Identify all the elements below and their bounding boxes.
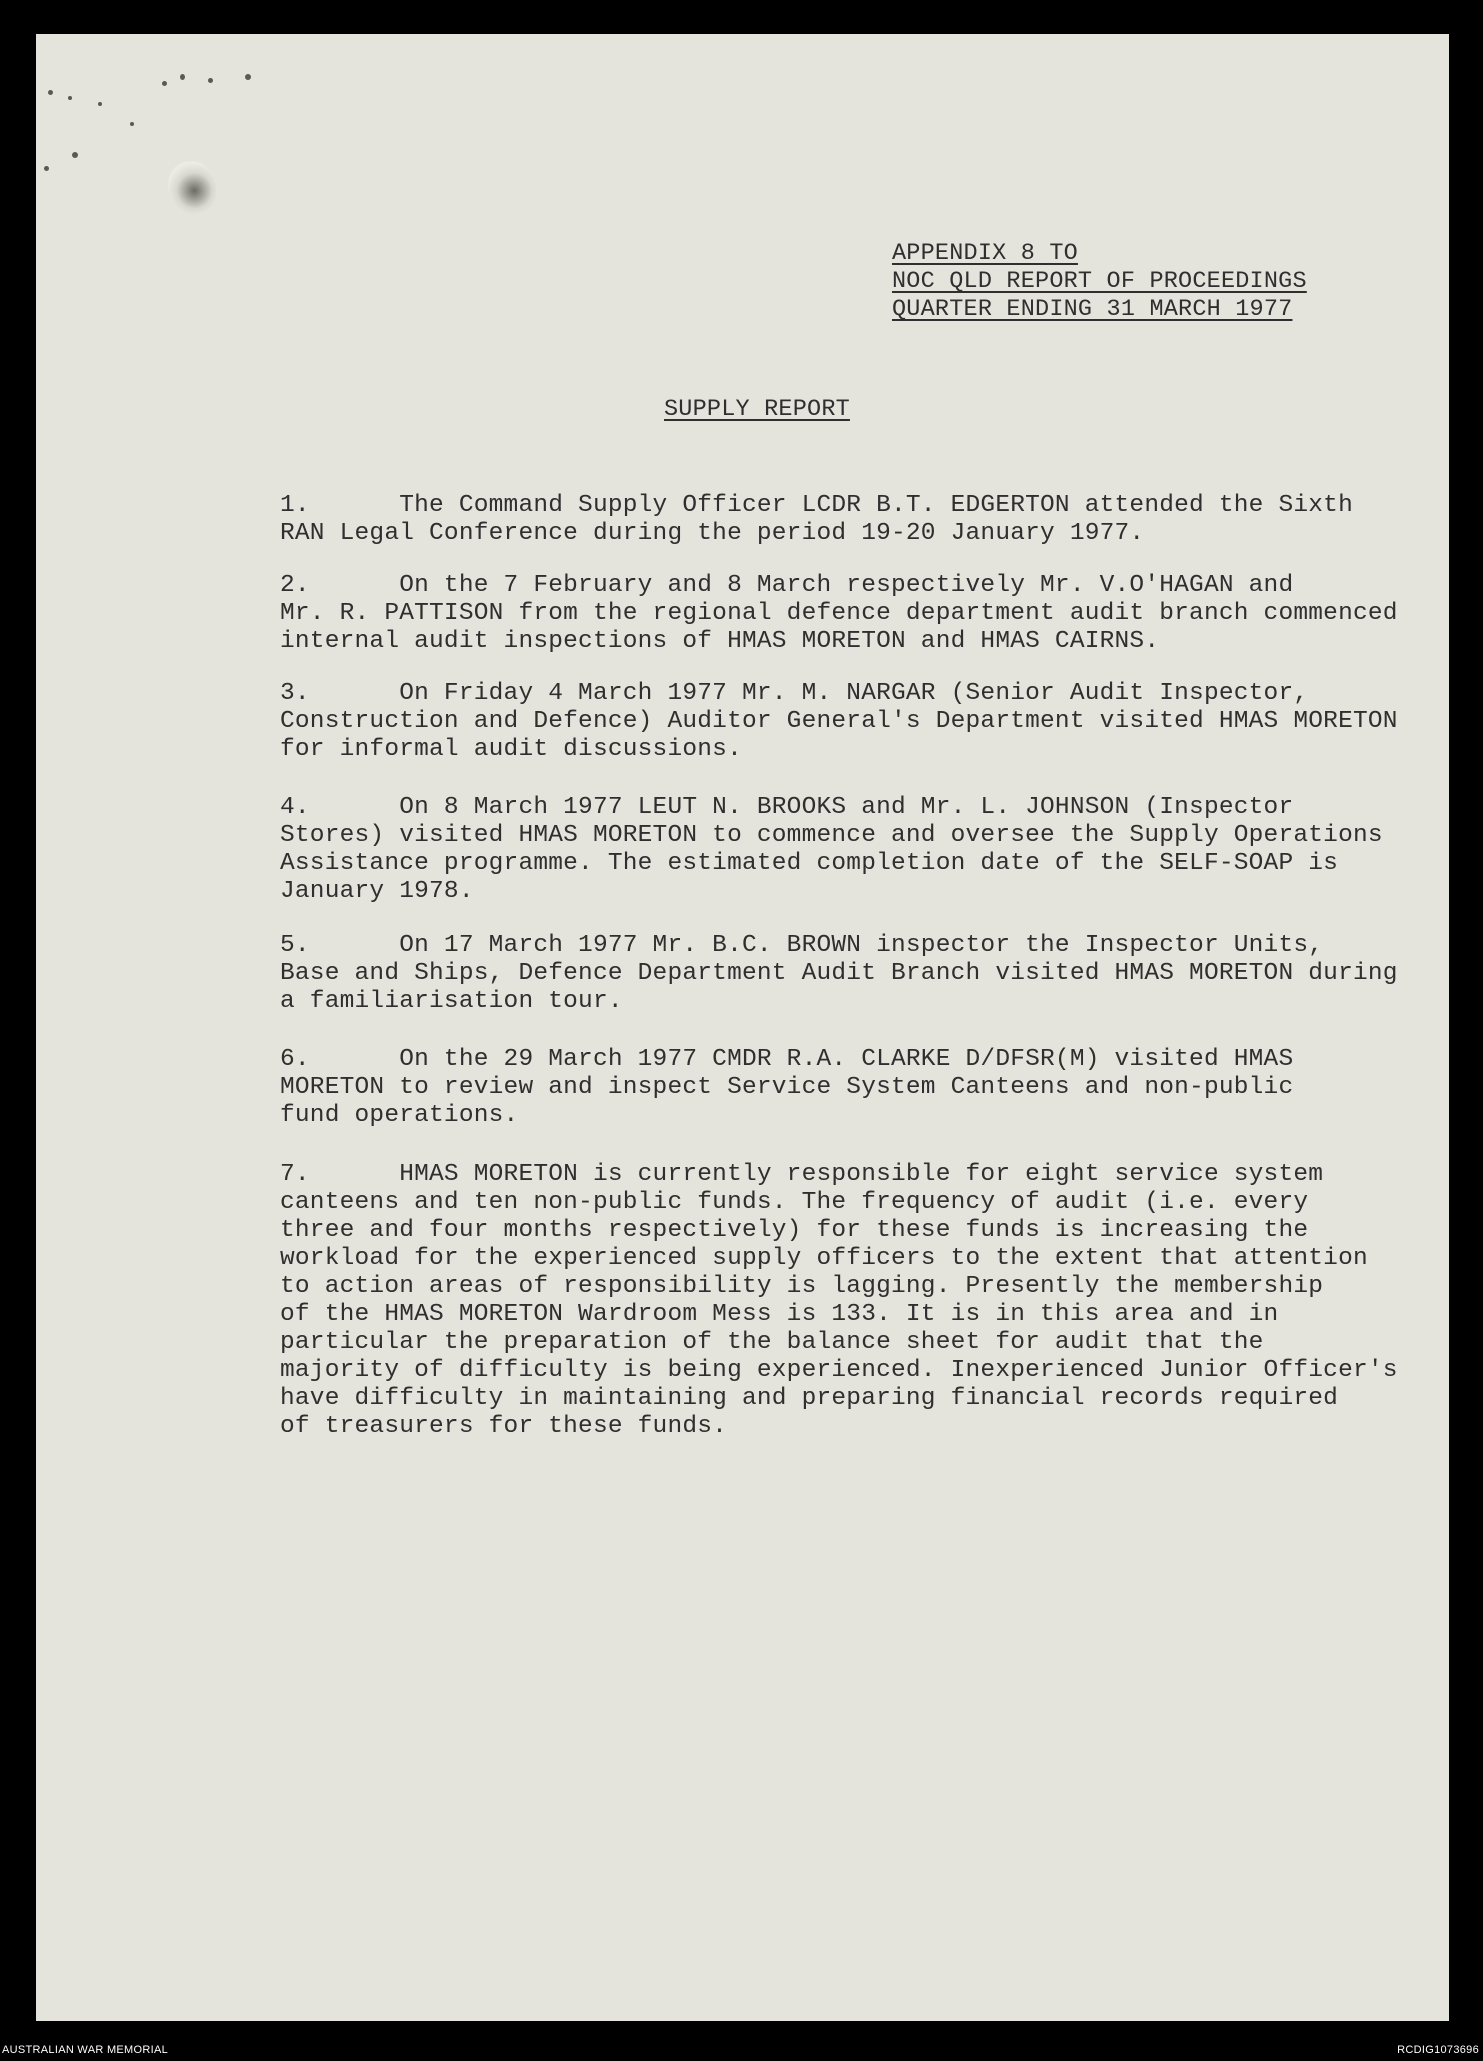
paragraph-line: 2. On the 7 February and 8 March respectively Mr. V.O'HAGAN and (280, 572, 1294, 599)
paragraph-line: three and four months respectively) for these funds is increasing the (280, 1217, 1309, 1244)
punch-hole-mark (168, 161, 216, 215)
paragraph-line: 5. On 17 March 1977 Mr. B.C. BROWN inspector the Inspector Units, (280, 932, 1324, 959)
header-line: QUARTER ENDING 31 MARCH 1977 (892, 296, 1293, 323)
paragraph-line: particular the preparation of the balance sheet for audit that the (280, 1329, 1264, 1356)
paragraph-line: 6. On the 29 March 1977 CMDR R.A. CLARKE D/DFSR(M) visited HMAS (280, 1046, 1294, 1073)
paragraph-line: 3. On Friday 4 March 1977 Mr. M. NARGAR (Senior Audit Inspector, (280, 680, 1309, 707)
paragraph-line: Mr. R. PATTISON from the regional defence department audit branch commenced (280, 600, 1398, 627)
footer-archive-label: AUSTRALIAN WAR MEMORIAL (2, 2044, 169, 2056)
paragraph-line: Base and Ships, Defence Department Audit Branch visited HMAS MORETON during (280, 960, 1398, 987)
paragraph-line: MORETON to review and inspect Service System Canteens and non-public (280, 1074, 1294, 1101)
report-title: SUPPLY REPORT (664, 396, 850, 423)
paragraph-line: RAN Legal Conference during the period 19-20 January 1977. (280, 520, 1145, 547)
paragraph-1 (280, 492, 1390, 548)
paragraph-line: of treasurers for these funds. (280, 1413, 728, 1440)
pin-hole-mark (130, 122, 134, 126)
paragraph-line: of the HMAS MORETON Wardroom Mess is 133. It is in this area and in (280, 1301, 1279, 1328)
paragraph-5 (280, 932, 1398, 1016)
paragraph-7 (280, 1161, 1398, 1441)
paragraph-line: 1. The Command Supply Officer LCDR B.T. EDGERTON attended the Sixth (280, 492, 1353, 519)
footer-record-id: RCDIG1073696 (1397, 2044, 1479, 2056)
pin-hole-mark (162, 81, 167, 86)
pin-hole-mark (98, 102, 102, 106)
paragraph-line: Construction and Defence) Auditor General's Department visited HMAS MORETON (280, 708, 1398, 735)
paragraph-line: 4. On 8 March 1977 LEUT N. BROOKS and Mr. L. JOHNSON (Inspector (280, 794, 1294, 821)
pin-hole-mark (245, 74, 251, 80)
pin-hole-mark (68, 96, 72, 100)
paragraph-line: workload for the experienced supply officers to the extent that attention (280, 1245, 1368, 1272)
paragraph-line: fund operations. (280, 1102, 519, 1129)
pin-hole-mark (208, 78, 213, 83)
paragraph-line: 7. HMAS MORETON is currently responsible for eight service system (280, 1161, 1324, 1188)
pin-hole-mark (72, 152, 78, 158)
appendix-header (892, 240, 1307, 324)
paragraph-6 (280, 1046, 1390, 1130)
paragraph-3 (280, 680, 1398, 764)
paragraph-2 (280, 572, 1398, 656)
pin-hole-mark (48, 90, 53, 95)
paragraph-line: internal audit inspections of HMAS MORETON and HMAS CAIRNS. (280, 628, 1160, 655)
pin-hole-mark (180, 74, 185, 80)
paragraph-line: Assistance programme. The estimated completion date of the SELF-SOAP is (280, 850, 1339, 877)
paragraph-4 (280, 794, 1390, 906)
header-line: APPENDIX 8 TO (892, 240, 1078, 267)
paragraph-line: for informal audit discussions. (280, 736, 742, 763)
paragraph-line: canteens and ten non-public funds. The frequency of audit (i.e. every (280, 1189, 1309, 1216)
paragraph-line: majority of difficulty is being experienced. Inexperienced Junior Officer's (280, 1357, 1398, 1384)
paragraph-line: Stores) visited HMAS MORETON to commence and oversee the Supply Operations (280, 822, 1383, 849)
paragraph-line: a familiarisation tour. (280, 988, 623, 1015)
paragraph-line: to action areas of responsibility is lagging. Presently the membership (280, 1273, 1324, 1300)
paragraph-line: January 1978. (280, 878, 474, 905)
header-line: NOC QLD REPORT OF PROCEEDINGS (892, 268, 1307, 295)
document-page (36, 34, 1449, 2021)
pin-hole-mark (44, 166, 49, 171)
paragraph-line: have difficulty in maintaining and preparing financial records required (280, 1385, 1339, 1412)
